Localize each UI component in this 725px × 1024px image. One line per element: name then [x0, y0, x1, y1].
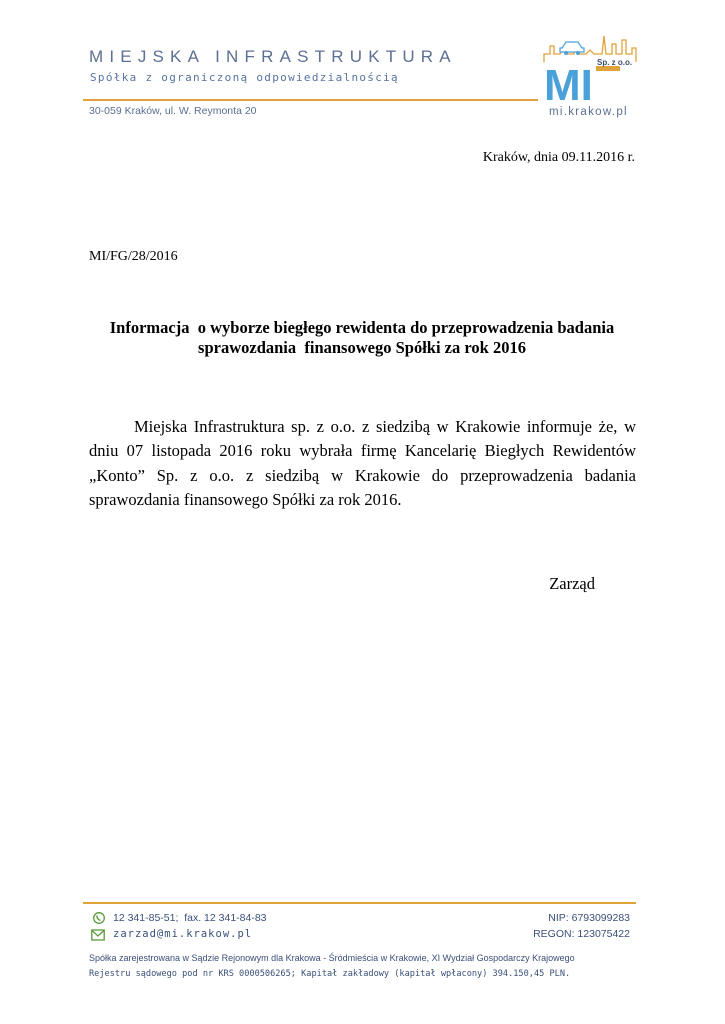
signature: Zarząd: [549, 574, 595, 593]
company-name: MIEJSKA INFRASTRUKTURA: [89, 47, 457, 66]
company-address: 30-059 Kraków, ul. W. Reymonta 20: [89, 105, 257, 117]
header-divider: [83, 99, 538, 101]
car-icon: [560, 42, 584, 52]
letter-body: Miejska Infrastruktura sp. z o.o. z siedzibą w Krakowie informuje że, w dniu 07 listopada 2016 roku wybrała firmę Kancelarię Biegłych Rewidentów „Konto” Sp. z o.o. z siedzibą w Krakowie do przeprowadzenia badania sprawozdania finansowego Spółki za rok 2016.: [89, 417, 636, 509]
logo-letters: MI: [544, 61, 593, 104]
registration-line-2: Rejestru sądowego pod nr KRS 0000506265; Kapitał zakładowy (kapitał wpłacony) 394.150,45 PLN.: [89, 969, 571, 979]
email-link[interactable]: zarzad@mi.krakow.pl: [113, 928, 253, 940]
phone-fax: 12 341-85-51; fax. 12 341-84-83: [113, 912, 267, 924]
place-date: Kraków, dnia 09.11.2016 r.: [482, 150, 635, 165]
title-line-2: sprawozdania finansowego Spółki za rok 2016: [198, 338, 526, 357]
registration-line-1: Spółka zarejestrowana w Sądzie Rejonowym dla Krakowa - Śródmieścia w Krakowie, XI Wydział Gospodarczy Krajowego: [89, 953, 575, 963]
title-line-1: Informacja o wyborze biegłego rewidenta do przeprowadzenia badania: [109, 318, 615, 337]
logo-legal-form: Sp. z o.o.: [597, 58, 633, 67]
nip-number: NIP: 6793099283: [548, 912, 630, 924]
letter-title: [89, 318, 635, 358]
regon-number: REGON: 123075422: [533, 928, 630, 940]
footer-divider: [83, 902, 636, 904]
reference-number: MI/FG/28/2016: [89, 249, 178, 264]
phone-icon: [92, 912, 106, 924]
mail-icon: [91, 929, 105, 941]
company-website[interactable]: mi.krakow.pl: [549, 106, 628, 118]
company-subtitle: Spółka z ograniczoną odpowiedzialnością: [90, 71, 399, 84]
